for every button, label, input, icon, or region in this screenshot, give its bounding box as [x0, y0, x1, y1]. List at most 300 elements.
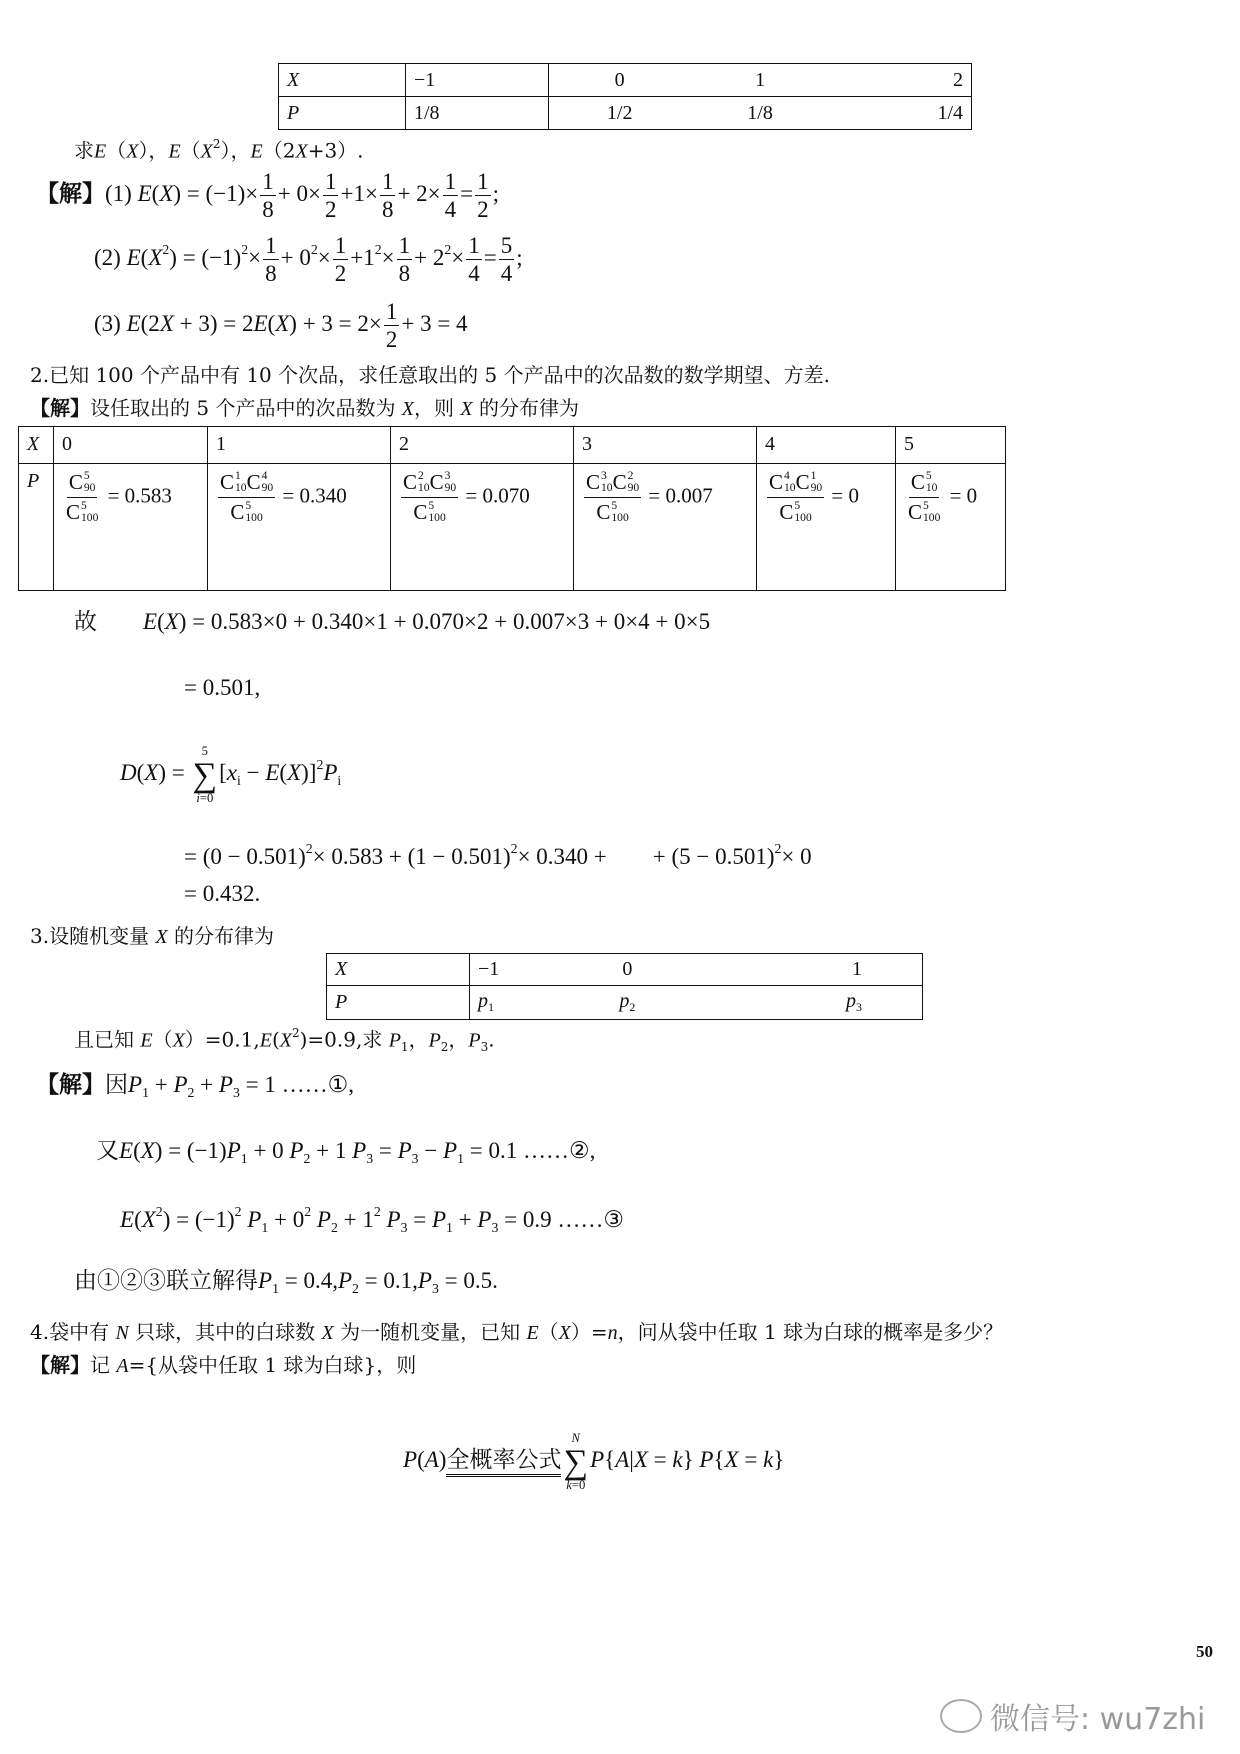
combination-symbol: C — [795, 470, 810, 495]
text: =0 — [571, 1478, 586, 1493]
solution-3-step-4 — [74, 1269, 498, 1296]
text: 又 — [96, 1138, 119, 1163]
math-variable: E — [120, 1207, 135, 1233]
text: 4 — [444, 197, 457, 222]
sigma-symbol: ∑ — [192, 755, 218, 794]
combination — [586, 470, 613, 495]
subscript: i — [337, 773, 342, 789]
math-variable: X — [460, 398, 473, 420]
numerator — [397, 234, 413, 260]
combination-indices — [445, 471, 457, 494]
fraction — [499, 234, 515, 285]
text: × — [381, 244, 395, 270]
text: 1 — [262, 169, 274, 194]
math-variable: X — [172, 1029, 185, 1052]
text: ) = (−1) — [169, 244, 242, 270]
combination-indices — [601, 471, 613, 494]
text: 记 — [90, 1353, 117, 1377]
p-value — [54, 464, 208, 591]
x-value: 2 — [830, 64, 972, 97]
variance-expansion — [184, 842, 812, 868]
numerator — [380, 170, 396, 196]
text: ( — [151, 180, 160, 206]
x-label: X — [327, 954, 470, 986]
sum-lower-limit — [196, 792, 213, 805]
subscript: 2 — [629, 999, 636, 1014]
combination-indices — [784, 471, 796, 494]
numerator — [475, 170, 491, 196]
text: 2 — [324, 197, 337, 222]
x-label: X — [279, 64, 406, 97]
watermark-text: 微信号: wu7zhi — [990, 1702, 1206, 1737]
question-4 — [30, 1322, 1003, 1343]
text: = 0.583 — [102, 483, 172, 508]
text: 1 — [324, 169, 337, 194]
fraction — [323, 170, 339, 221]
fraction — [443, 170, 459, 221]
text: 1 — [477, 169, 489, 194]
combination-symbol: C — [220, 470, 235, 495]
text: 由①②③联立解得 — [74, 1268, 258, 1293]
combination — [230, 500, 262, 525]
question-3 — [30, 926, 274, 947]
solution-1-part-3 — [94, 300, 468, 351]
math-variable: P — [431, 1207, 447, 1233]
text: (1) — [105, 180, 138, 206]
math-variable: P — [388, 1029, 401, 1052]
text: ( — [134, 1207, 142, 1233]
numerator — [333, 234, 349, 260]
denominator — [64, 498, 100, 525]
numerator — [909, 470, 940, 498]
x-value: 1 — [208, 427, 391, 464]
variance-result — [184, 882, 260, 905]
math-variable: E — [119, 1138, 134, 1163]
text: （ — [152, 1027, 173, 1052]
combination-symbol: C — [246, 470, 261, 495]
denominator — [466, 260, 482, 285]
math-variable: E — [126, 310, 141, 336]
combination-bottom: 10 — [418, 481, 430, 494]
fraction — [260, 170, 276, 221]
text: − — [240, 760, 266, 786]
text: × 0 — [781, 844, 812, 870]
subscript: 2 — [303, 1150, 311, 1166]
combination — [779, 500, 811, 525]
denominator — [260, 196, 276, 221]
p-label: P — [19, 464, 54, 591]
superscript: 2 — [155, 1204, 163, 1219]
fraction — [397, 234, 413, 285]
text: = — [373, 1138, 398, 1163]
sum-lower-limit — [566, 1479, 585, 1492]
combination-top: 4 — [784, 470, 790, 483]
text: ) = 0.583×0 + 0.340×1 + 0.070×2 + 0.007×3 + 0×4 + 0×5 — [178, 609, 711, 634]
combination-bottom: 90 — [627, 481, 640, 494]
superscript: 2 — [373, 1204, 381, 1219]
math-variable: A — [615, 1447, 630, 1473]
text: ) = (−1) — [154, 1138, 227, 1163]
numerator — [67, 470, 98, 498]
math-variable: A — [424, 1447, 439, 1473]
math-variable: P — [397, 1138, 412, 1163]
solution-marker: 【解】 — [30, 396, 90, 420]
text: 故 — [74, 609, 143, 634]
combination — [796, 470, 823, 495]
math-variable: k — [566, 1478, 572, 1493]
text: (2) — [94, 244, 127, 270]
subscript: 3 — [856, 999, 862, 1014]
p-value — [757, 464, 896, 591]
text: 因 — [105, 1072, 128, 1097]
text: = 0.432. — [184, 881, 261, 906]
superscript: 2 — [234, 1204, 242, 1219]
math-variable: N — [115, 1322, 129, 1344]
fraction — [584, 470, 641, 525]
text: + 2 — [414, 244, 445, 270]
text: × 0.583 + (1 − 0.501) — [312, 844, 511, 870]
text: + 1 — [310, 1138, 353, 1163]
numerator — [767, 470, 824, 498]
combination-bottom: 100 — [428, 511, 446, 524]
combination-bottom: 10 — [925, 481, 938, 494]
text: 5 — [201, 744, 208, 758]
text: 且已知 — [74, 1027, 141, 1052]
solution-3-step-3 — [120, 1205, 624, 1235]
subscript: 2 — [330, 1219, 338, 1235]
combination — [596, 500, 628, 525]
fraction — [906, 470, 942, 525]
math-variable: E — [126, 244, 141, 270]
p-value — [470, 985, 581, 1019]
combination-indices — [418, 471, 430, 494]
text: ) + 3 = 2× — [289, 310, 382, 336]
combination-top: 5 — [925, 470, 932, 483]
combination-bottom: 90 — [83, 481, 96, 494]
text: } — [773, 1447, 785, 1473]
subscript: 3 — [411, 1150, 419, 1166]
denominator — [411, 498, 447, 525]
combination-top: 5 — [81, 500, 87, 513]
subscript: 1 — [457, 1150, 464, 1166]
text: 8 — [381, 197, 394, 222]
text: } — [682, 1447, 700, 1473]
combination — [430, 470, 457, 495]
math-variable: E — [250, 140, 263, 163]
math-variable: p — [478, 989, 488, 1012]
math-variable: X — [126, 140, 139, 163]
text: = — [483, 244, 497, 270]
text: − — [418, 1138, 444, 1163]
p-value: 1/4 — [830, 97, 972, 130]
text: { — [604, 1447, 616, 1473]
subscript: 3 — [491, 1219, 499, 1235]
combination-symbol: C — [910, 470, 925, 495]
combination-bottom: 90 — [444, 481, 457, 494]
text: + 0 — [280, 244, 311, 270]
math-variable: X — [148, 244, 163, 270]
text: 4 — [468, 261, 480, 286]
text: 1 — [385, 299, 398, 324]
combination-symbol: C — [612, 470, 627, 495]
x-value: 0 — [549, 64, 691, 97]
combination-top: 2 — [418, 470, 424, 483]
text: 设任取出的 5 个产品中的次品数为 — [90, 396, 402, 420]
text: 2 — [334, 261, 347, 286]
combination-symbol: C — [779, 500, 794, 525]
text: ）， — [220, 138, 251, 163]
x-value: 4 — [757, 427, 896, 464]
text: 1 — [444, 169, 457, 194]
fraction — [466, 234, 482, 285]
text: + 0× — [277, 180, 321, 206]
denominator — [384, 326, 400, 351]
superscript: 2 — [774, 841, 782, 856]
text: ; — [492, 180, 500, 206]
text: 只球，其中的白球数 — [128, 1320, 322, 1344]
p-value: 1/2 — [549, 97, 691, 130]
denominator — [397, 260, 413, 285]
denominator — [323, 196, 339, 221]
combination-symbol: C — [596, 500, 611, 525]
fraction — [380, 170, 396, 221]
math-variable: E — [143, 609, 158, 634]
text: = — [738, 1447, 764, 1473]
text: [ — [219, 760, 227, 786]
text: 8 — [262, 197, 274, 222]
x-value: 1 — [690, 64, 830, 97]
text: +1 — [350, 244, 375, 270]
combination-indices — [794, 501, 811, 524]
combination-top: 3 — [601, 470, 607, 483]
math-variable: E — [526, 1322, 539, 1344]
math-variable: P — [468, 1029, 481, 1052]
combination-top: 5 — [245, 500, 252, 513]
combination-top: 2 — [627, 470, 634, 483]
combination-bottom: 100 — [923, 511, 941, 524]
text: ) = — [158, 760, 191, 786]
combination-indices — [811, 471, 823, 494]
text: + 1 — [337, 1207, 374, 1233]
math-variable: k — [763, 1447, 774, 1473]
x-value: 1 — [674, 954, 922, 986]
math-variable: P — [428, 1029, 441, 1052]
text: ) — [438, 1447, 447, 1473]
superscript: 2 — [291, 1026, 300, 1040]
solution-marker: 【解】 — [36, 1072, 105, 1097]
text: { — [713, 1447, 725, 1473]
combination — [69, 470, 96, 495]
math-variable: E — [94, 140, 107, 163]
x-value: −1 — [406, 64, 549, 97]
text: = 1 ……①, — [239, 1072, 354, 1097]
combination — [613, 470, 640, 495]
denominator — [263, 260, 279, 285]
math-variable: x — [226, 760, 237, 786]
text: + — [452, 1207, 478, 1233]
variance-definition — [120, 745, 341, 805]
text: 4 — [500, 261, 513, 286]
text: 1 — [381, 169, 394, 194]
math-variable: P — [403, 1447, 418, 1473]
subscript: 3 — [480, 1039, 489, 1054]
text: × — [451, 244, 465, 270]
math-variable: X — [724, 1447, 739, 1473]
numerator — [263, 234, 279, 260]
text: ， — [448, 1027, 469, 1052]
math-variable: A — [116, 1355, 129, 1377]
subscript: 3 — [366, 1150, 374, 1166]
denominator — [228, 498, 264, 525]
combination-bottom: 100 — [611, 511, 629, 524]
combination-indices — [611, 501, 628, 524]
text: ( — [157, 609, 165, 634]
expectation-result — [184, 676, 260, 699]
math-variable: E — [253, 310, 268, 336]
text: 8 — [398, 261, 411, 286]
numerator — [584, 470, 641, 498]
question-4-solution-intro — [30, 1355, 416, 1376]
fraction — [401, 470, 458, 525]
text: 1 — [398, 233, 411, 258]
x-value: 5 — [896, 427, 1006, 464]
math-variable: P — [386, 1207, 401, 1233]
expectation-line — [74, 610, 710, 633]
combination-bottom: 90 — [261, 481, 274, 494]
double-underlined-label: 全概率公式 — [446, 1447, 561, 1477]
text: = 0.5. — [438, 1268, 498, 1293]
combination-indices — [84, 471, 96, 494]
combination — [769, 470, 796, 495]
superscript: 2 — [316, 757, 324, 773]
superscript: 2 — [444, 241, 452, 257]
text: ，则 — [414, 396, 461, 420]
math-variable: E — [137, 180, 152, 206]
text: = 0.1, — [358, 1268, 418, 1293]
x-value: 2 — [391, 427, 574, 464]
math-variable: P — [590, 1447, 605, 1473]
p-label: P — [279, 97, 406, 130]
math-variable: X — [279, 1029, 292, 1052]
distribution-table-2 — [18, 426, 1006, 591]
subscript: 1 — [488, 999, 494, 1014]
combination-bottom: 90 — [810, 481, 823, 494]
subscript: i — [237, 773, 241, 789]
combination-top: 3 — [444, 470, 451, 483]
text: | — [629, 1447, 634, 1473]
math-variable: N — [571, 1431, 580, 1445]
numerator — [218, 470, 275, 498]
subscript: 3 — [232, 1084, 240, 1100]
text: + 2× — [397, 180, 441, 206]
math-variable: i — [196, 791, 200, 806]
summation — [563, 1432, 588, 1492]
text: ( — [140, 244, 149, 270]
fraction — [333, 234, 349, 285]
math-variable: P — [443, 1138, 458, 1163]
p-label: P — [327, 985, 470, 1019]
combination-bottom: 10 — [601, 481, 613, 494]
text: （ — [180, 138, 201, 163]
math-variable: P — [417, 1268, 432, 1293]
math-variable: P — [316, 1207, 331, 1233]
text: = — [460, 180, 474, 206]
subscript: 2 — [187, 1084, 195, 1100]
text: 5 — [500, 233, 513, 258]
x-value: 0 — [580, 954, 674, 986]
text: ; — [516, 244, 523, 270]
combination-indices — [235, 471, 247, 494]
text: = 0 — [826, 483, 859, 508]
combination-top: 5 — [83, 470, 90, 483]
math-variable: P — [173, 1072, 188, 1097]
combination-indices — [81, 501, 98, 524]
solution-marker: 【解】 — [30, 1353, 90, 1377]
distribution-table-1 — [278, 63, 972, 130]
fraction — [218, 470, 275, 525]
text: 求 — [74, 138, 94, 163]
superscript: 2 — [241, 241, 249, 257]
text: 为一随机变量，已知 — [333, 1320, 527, 1344]
text: = 0.1 ……②, — [464, 1138, 596, 1163]
p-value: 1/8 — [406, 97, 549, 130]
text: ， — [408, 1027, 429, 1052]
combination — [220, 470, 247, 495]
math-variable: P — [477, 1207, 492, 1233]
math-variable: n — [607, 1322, 618, 1344]
combination — [413, 500, 445, 525]
numerator — [323, 170, 339, 196]
combination-top: 5 — [794, 500, 801, 513]
text: + — [194, 1072, 219, 1097]
math-variable: X — [164, 609, 179, 634]
solution-marker: 【解】 — [36, 180, 105, 206]
combination-bottom: 100 — [81, 511, 99, 524]
subscript: 2 — [440, 1039, 449, 1054]
combination — [403, 470, 430, 495]
p-value: 1/8 — [690, 97, 830, 130]
text: = — [407, 1207, 432, 1233]
text: )] — [301, 760, 317, 786]
math-variable: p — [619, 989, 630, 1012]
math-variable: P — [128, 1072, 143, 1097]
combination — [911, 470, 938, 495]
numerator — [466, 234, 482, 260]
math-variable: P — [258, 1268, 273, 1293]
text: = (0 − 0.501) — [184, 844, 306, 870]
superscript: 2 — [162, 241, 170, 257]
math-variable: P — [323, 760, 338, 786]
question-2-solution-intro — [30, 398, 579, 419]
p-value — [580, 985, 674, 1019]
math-variable: X — [295, 140, 308, 163]
numerator — [401, 470, 458, 498]
text: (3) — [94, 310, 127, 336]
text: 4.袋中有 — [30, 1320, 116, 1344]
text: . — [488, 1027, 495, 1052]
question-2 — [30, 365, 830, 385]
x-value: −1 — [470, 954, 581, 986]
math-variable: p — [846, 989, 856, 1012]
text: 的分布律为 — [472, 396, 579, 420]
text: ( — [417, 1447, 425, 1473]
superscript: 2 — [374, 241, 382, 257]
math-variable: X — [155, 926, 168, 948]
watermark — [940, 1694, 1205, 1738]
math-variable: X — [159, 310, 174, 336]
text: + 3) = 2 — [173, 310, 254, 336]
solution-1-part-1 — [36, 170, 499, 221]
